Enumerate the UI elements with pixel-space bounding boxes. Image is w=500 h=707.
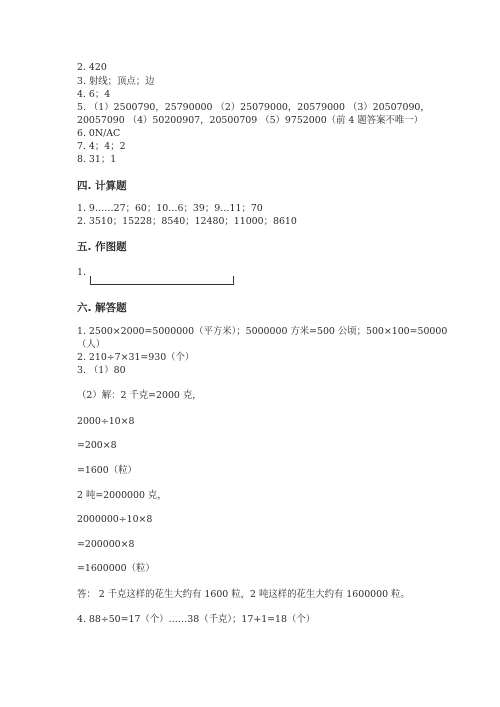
- answer-line: 2000000÷10×8: [77, 514, 153, 525]
- answer-line: 3. （1）80: [77, 365, 126, 376]
- answer-line: 答： 2 千克这样的花生大约有 1600 粒，2 吨这样的花生大约有 1600000 粒。: [77, 589, 410, 600]
- answer-line: 2. 420: [77, 62, 107, 73]
- answer-line: 2. 3510；15228；8540；12480；11000；8610: [77, 216, 297, 227]
- answer-line: =200×8: [77, 440, 117, 451]
- answer-line: 1. 9……27；60；10…6；39；9…11；70: [77, 203, 263, 214]
- answer-line: 6. 0N/AC: [77, 128, 121, 139]
- answer-line: 1. 2500×2000=5000000（平方米）；5000000 方米=500 公顷；500×100=50000: [77, 326, 448, 337]
- answer-line: 7. 4；4；2: [77, 141, 126, 152]
- section-heading-drawing: 五. 作图题: [77, 241, 127, 253]
- section-heading-solutions: 六. 解答题: [77, 302, 127, 314]
- answer-line: 20057090 （4）50200907，20500709 （5）9752000（前 4 题答案不唯一）: [77, 115, 423, 126]
- answer-line: 4. 6；4: [77, 89, 111, 100]
- answer-line: 2 吨=2000000 克，: [77, 490, 167, 501]
- answer-line: 8. 31；1: [77, 154, 117, 165]
- line-segment-drawing: [90, 276, 234, 285]
- answer-line: 4. 88÷50=17（个）……38（千克）；17+1=18（个）: [77, 614, 316, 625]
- answer-line: （2）解：2 千克=2000 克，: [77, 390, 202, 401]
- answer-line: 2000÷10×8: [77, 416, 135, 427]
- answer-line: 5. （1）2500790，25790000 （2）25079000，20579000 （3）20507090，: [77, 102, 430, 113]
- section-heading-calculation: 四. 计算题: [77, 180, 127, 192]
- segment-right-endpoint: [233, 276, 234, 285]
- answer-line: =1600000（粒）: [77, 563, 155, 574]
- answer-line: （人）: [77, 339, 106, 350]
- answer-line: 2. 210÷7×31=930（个）: [77, 352, 195, 363]
- segment-line: [90, 284, 234, 285]
- answer-line: 3. 射线；顶点；边: [77, 76, 155, 87]
- answer-line: =200000×8: [77, 539, 135, 550]
- answer-line: 1.: [77, 267, 86, 278]
- answer-line: =1600（粒）: [77, 465, 137, 476]
